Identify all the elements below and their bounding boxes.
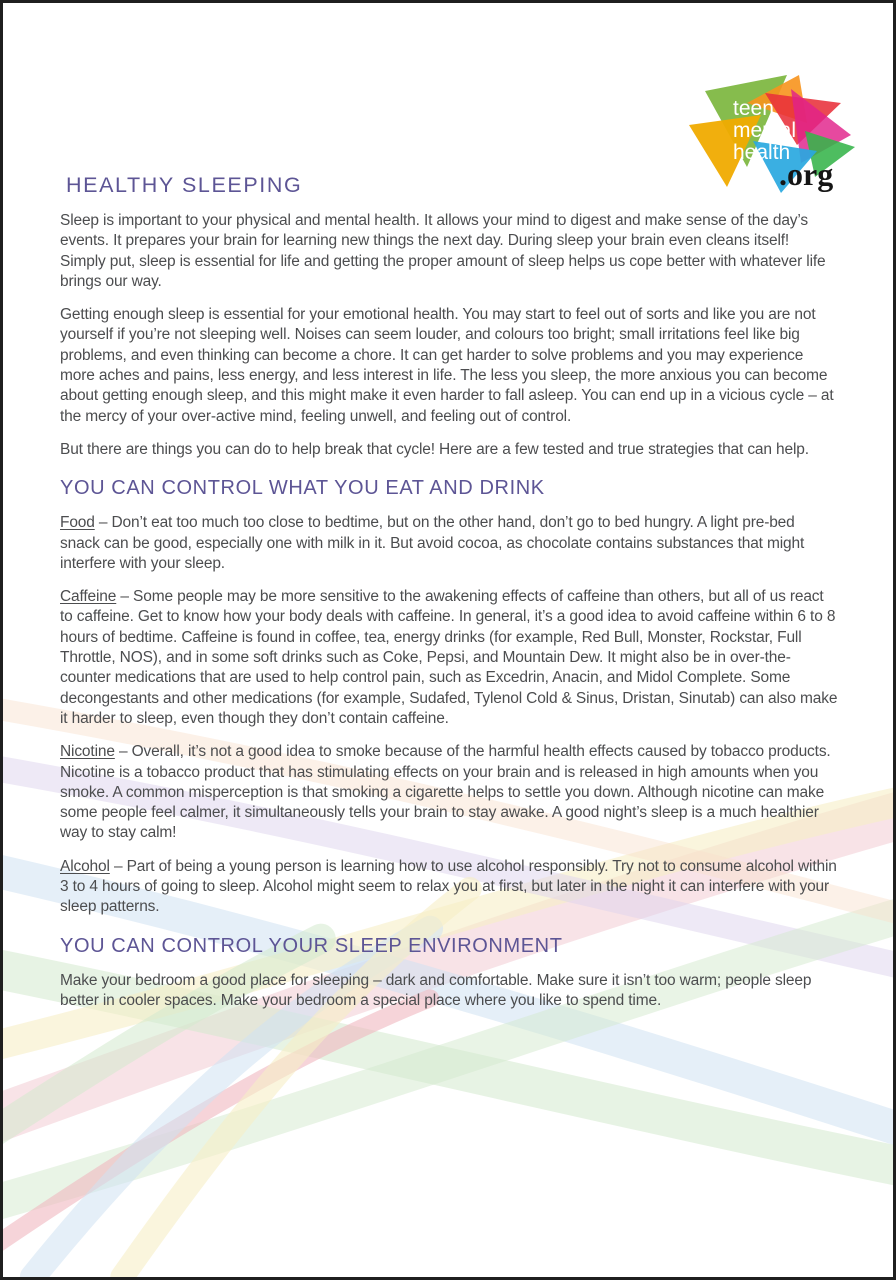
logo-text-health: health — [733, 141, 791, 164]
alcohol-text: – Part of being a young person is learning how to use alcohol responsibly. Try not to consume alcohol within 3 to 4 hours of going to sleep. Alcohol might seem to relax you at first, but later in the night it can interfere with your sleep patterns. — [60, 857, 837, 916]
caffeine-term: Caffeine — [60, 588, 117, 606]
nicotine-paragraph — [60, 742, 838, 843]
environment-paragraph: Make your bedroom a good place for sleeping – dark and comfortable. Make sure it isn’t too warm; people sleep better in cooler spaces. Make your bedroom a special place where you like to spend time. — [60, 971, 812, 1009]
section-heading-eat-and-drink: YOU CAN CONTROL WHAT YOU EAT AND DRINK — [60, 477, 545, 500]
intro-paragraph-1: Sleep is important to your physical and mental health. It allows your mind to digest and make sense of the day’s events. It prepares your brain for learning new things the next day. During sleep your brain even cleans itself! Simply put, sleep is essential for life and getting the proper amount of sleep helps us cope better with whatever life brings our way. — [60, 212, 826, 290]
intro-paragraph-3: But there are things you can do to help break that cycle! Here are a few tested and true strategies that can help. — [60, 440, 809, 458]
logo-text-org: .org — [779, 156, 834, 192]
alcohol-term: Alcohol — [60, 857, 110, 875]
caffeine-paragraph — [60, 587, 838, 729]
food-paragraph — [60, 513, 838, 574]
document-content — [3, 3, 893, 1011]
section-heading-sleep-environment: YOU CAN CONTROL YOUR SLEEP ENVIRONMENT — [60, 934, 563, 957]
intro-paragraph-2: Getting enough sleep is essential for your emotional health. You may start to feel out of sorts and like you are not yourself if you’re not sleeping well. Noises can seem louder, and colours too bright; small irritations feel like big problems, and even thinking can become a chore. It can get harder to solve problems and you may experience more aches and pains, less energy, and less interest in life. The less you sleep, the more anxious you can become about getting enough sleep, and this might make it even harder to fall asleep. You can end up in a vicious cycle – at the mercy of your over-active mind, feeling unwell, and feeling out of control. — [60, 306, 834, 425]
alcohol-paragraph — [60, 857, 838, 918]
food-text: – Don’t eat too much too close to bedtime, but on the other hand, don’t go to bed hungry. A light pre-bed snack can be good, especially one with milk in it. But avoid cocoa, as chocolate contains substances that might interfere with your sleep. — [60, 514, 805, 572]
page-title: HEALTHY SLEEPING — [66, 173, 303, 197]
nicotine-term: Nicotine — [60, 743, 115, 761]
food-term: Food — [60, 514, 95, 532]
caffeine-text: – Some people may be more sensitive to the awakening effects of caffeine than others, but all of us react to caffeine. Get to know how your body deals with caffeine. In general, it’s a good idea to avoid caffeine within 6 to 8 hours of bedtime. Caffeine is found in coffee, tea, energy drinks (for example, Red Bull, Monster, Rockstar, Full Throttle, NOS), and in some soft drinks such as Coke, Pepsi, and Mountain Dew. It might also be in over-the-counter medications that are used to help control pain, such as Excedrin, Anacin, and Midol Complete. Some decongestants and other medications (for example, Sudafed, Tylenol Cold & Sinus, Dristan, Sinutab) can also make it harder to sleep, even though they don’t contain caffeine. — [60, 588, 838, 727]
logo-text-teen: teen — [733, 97, 774, 120]
nicotine-text: – Overall, it’s not a good idea to smoke because of the harmful health effects caused by tobacco products. Nicotine is a tobacco product that has stimulating effects on your brain and is released in high amounts when you smoke. A common misperception is that smoking a cigarette helps to settle you down. Although nicotine can make some people feel calmer, it simultaneously tells your brain to stay awake. A good night’s sleep is a much healthier way to stay calm! — [60, 743, 831, 842]
logo-text-mental: mental — [733, 119, 797, 142]
